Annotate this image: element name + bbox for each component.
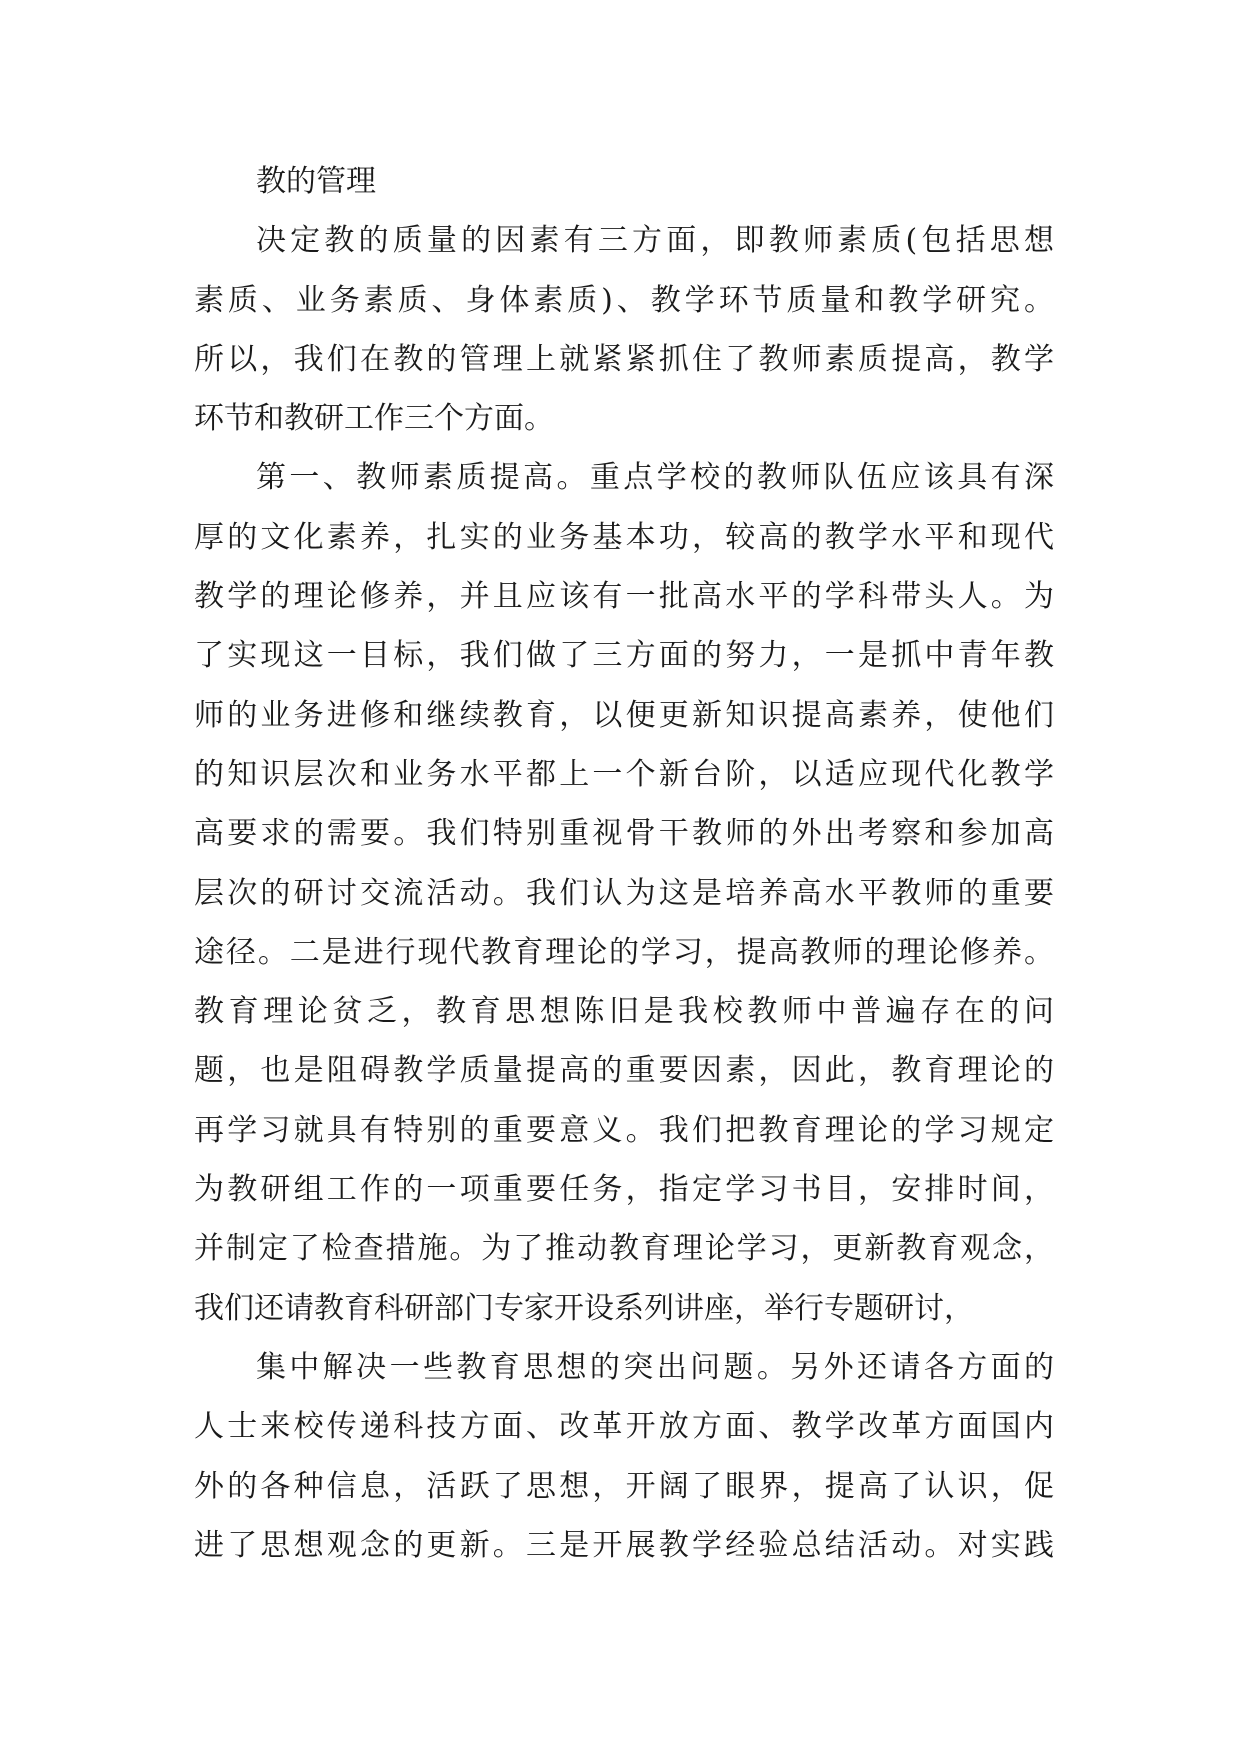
paragraph-line: 为教研组工作的一项重要任务，指定学习书目，安排时间， (194, 1172, 1054, 1208)
paragraph-line: 教学的理论修养，并且应该有一批高水平的学科带头人。为 (194, 579, 1054, 615)
paragraph-line: 途径。二是进行现代教育理论的学习，提高教师的理论修养。 (194, 934, 1054, 970)
paragraph-line: 素质、业务素质、身体素质)、教学环节质量和教学研究。 (194, 282, 1054, 318)
paragraph-line: 并制定了检查措施。为了推动教育理论学习，更新教育观念， (194, 1231, 1054, 1267)
paragraph-line: 外的各种信息，活跃了思想，开阔了眼界，提高了认识，促 (194, 1468, 1054, 1504)
paragraph-line: 题，也是阻碍教学质量提高的重要因素，因此，教育理论的 (194, 1053, 1054, 1089)
paragraph-line: 层次的研讨交流活动。我们认为这是培养高水平教师的重要 (194, 875, 1054, 911)
paragraph-line: 决定教的质量的因素有三方面，即教师素质(包括思想 (256, 223, 1054, 259)
paragraph-line: 所以，我们在教的管理上就紧紧抓住了教师素质提高，教学 (194, 341, 1054, 377)
paragraph-line: 进了思想观念的更新。三是开展教学经验总结活动。对实践 (194, 1527, 1054, 1563)
paragraph-line: 的知识层次和业务水平都上一个新台阶，以适应现代化教学 (194, 756, 1054, 792)
paragraph-line: 环节和教研工作三个方面。 (194, 401, 554, 437)
paragraph-line: 了实现这一目标，我们做了三方面的努力，一是抓中青年教 (194, 638, 1054, 674)
section-heading: 教的管理 (256, 164, 376, 199)
paragraph-line: 我们还请教育科研部门专家开设系列讲座，举行专题研讨， (194, 1290, 974, 1326)
paragraph-line: 师的业务进修和继续教育，以便更新知识提高素养，使他们 (194, 697, 1054, 733)
body-text (194, 152, 1054, 1575)
paragraph-line: 厚的文化素养，扎实的业务基本功，较高的教学水平和现代 (194, 519, 1054, 555)
paragraph-line: 集中解决一些教育思想的突出问题。另外还请各方面的 (256, 1349, 1054, 1385)
paragraph-line: 再学习就具有特别的重要意义。我们把教育理论的学习规定 (194, 1112, 1054, 1148)
paragraph-line: 教育理论贫乏，教育思想陈旧是我校教师中普遍存在的问 (194, 994, 1054, 1030)
paragraph-line: 高要求的需要。我们特别重视骨干教师的外出考察和参加高 (194, 816, 1054, 852)
paragraph-line: 第一、教师素质提高。重点学校的教师队伍应该具有深 (256, 460, 1054, 496)
paragraph-line: 人士来校传递科技方面、改革开放方面、教学改革方面国内 (194, 1409, 1054, 1445)
